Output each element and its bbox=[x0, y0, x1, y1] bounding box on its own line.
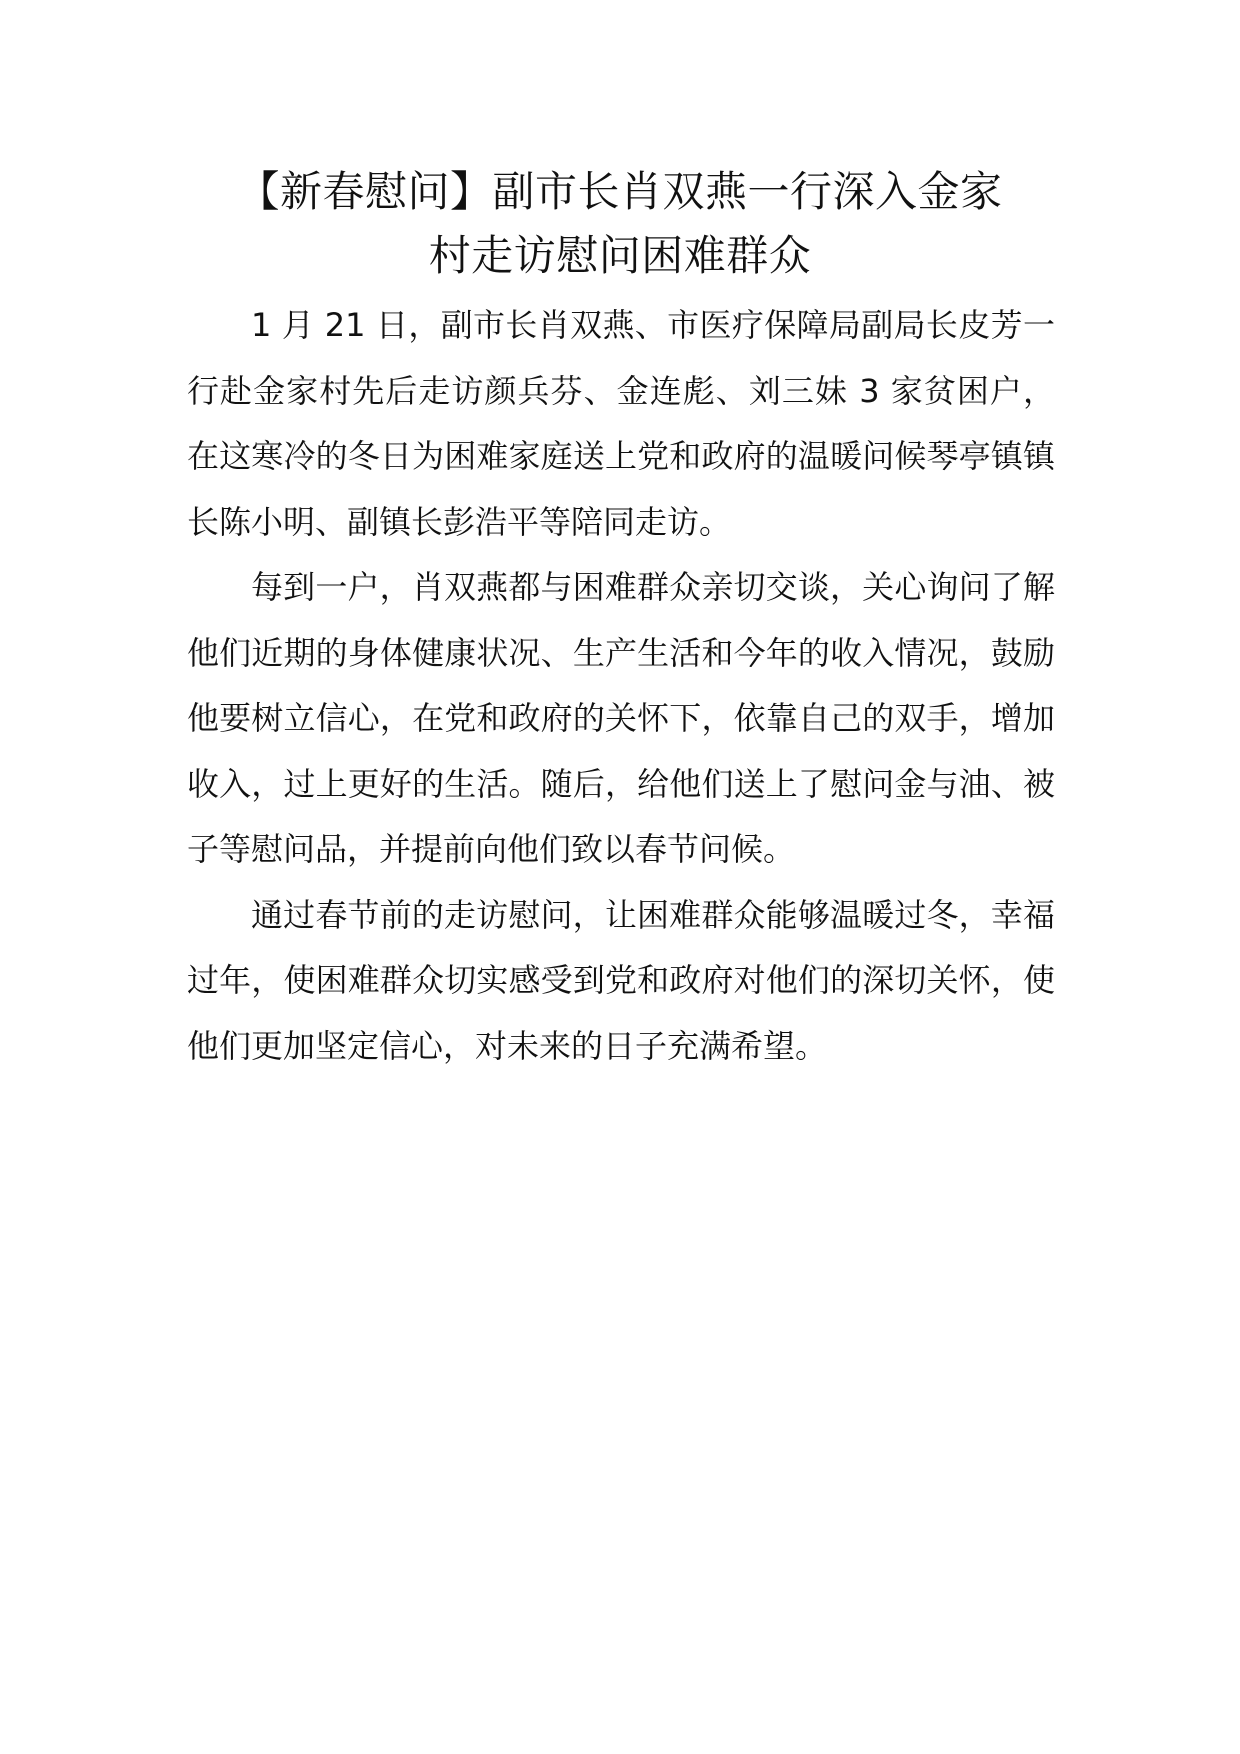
paragraph-2: 每到一户，肖双燕都与困难群众亲切交谈，关心询问了解他们近期的身体健康状况、生产生活和今年的收入情况，鼓励他要树立信心，在党和政府的关怀下，依靠自己的双手，增加收入，过上更好的生活。随后，给他们送上了慰问金与油、被子等慰问品，并提前向他们致以春节问候。 bbox=[187, 568, 1055, 868]
title-line-2: 村走访慰问困难群众 bbox=[428, 231, 812, 280]
title-line-1: 【新春慰问】副市长肖双燕一行深入金家 bbox=[237, 167, 1003, 216]
paragraph-3: 通过春节前的走访慰问，让困难群众能够温暖过冬，幸福过年，使困难群众切实感受到党和政府对他们的深切关怀，使他们更加坚定信心，对未来的日子充满希望。 bbox=[187, 895, 1055, 1065]
paragraph-1: 1 月 21 日，副市长肖双燕、市医疗保障局副局长皮芳一行赴金家村先后走访颜兵芬、金连彪、刘三妹 3 家贫困户，在这寒冷的冬日为困难家庭送上党和政府的温暖问候琴亭镇镇长陈小明、副镇长彭浩平等陪同走访。 bbox=[187, 306, 1055, 541]
page-title bbox=[180, 160, 1060, 288]
article-body bbox=[187, 293, 1055, 1079]
